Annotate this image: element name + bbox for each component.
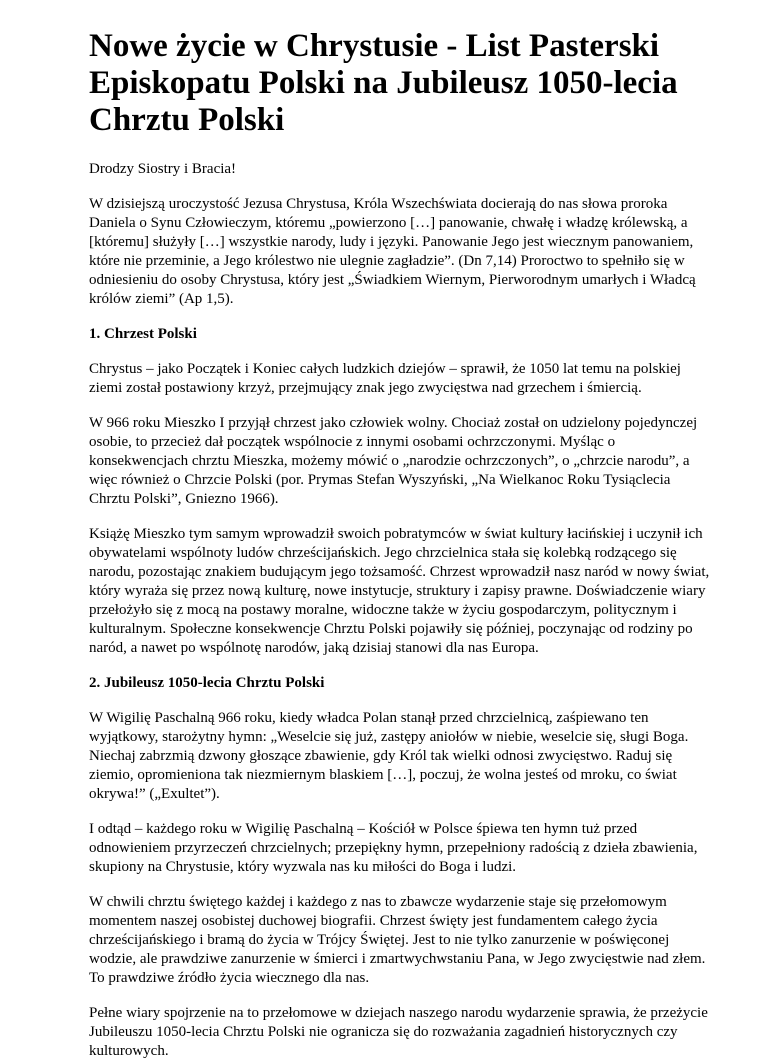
section-heading-1: 1. Chrzest Polski [89,326,197,342]
section-1-paragraph-2: W 966 roku Mieszko I przyjął chrzest jako człowiek wolny. Chociaż został on udzielony pojedynczej osobie, to przecież dał początek wspólnocie z innymi osobami ochrzczonymi. Myśląc o konsekwencjach chrztu Mieszka, możemy mówić o „narodzie ochrzczonych”, o „chrzcie narodu”, a więc również o Chrzcie Polski (por. Prymas Stefan Wyszyński, „Na Wielkanoc Roku Tysiąclecia Chrztu Polski”, Gniezno 1966). [89,415,698,507]
intro-paragraph: W dzisiejszą uroczystość Jezusa Chrystusa, Króla Wszechświata docierają do nas słowa proroka Daniela o Synu Człowieczym, któremu „powierzono […] panowanie, chwałę i władzę królewską, a [któremu] służyły […] wszystkie narody, ludy i języki. Panowanie Jego jest wiecznym panowaniem, które nie przeminie, a Jego królestwo nie ulegnie zagładzie”. (Dn 7,14) Proroctwo to spełniło się w odniesieniu do osoby Chrystusa, który jest „Świadkiem Wiernym, Pierworodnym umarłych i Władcą królów ziemi” (Ap 1,5). [89,196,696,307]
section-heading-2: 2. Jubileusz 1050-lecia Chrztu Polski [89,675,325,691]
section-2-paragraph-1: W Wigilię Paschalną 966 roku, kiedy władca Polan stanął przed chrzcielnicą, zaśpiewano ten wyjątkowy, starożytny hymn: „Weselcie się już, zastępy aniołów w niebie, weselcie się, sługi Boga. Niechaj zabrzmią dzwony głoszące zbawienie, gdy Król tak wielki odnosi zwycięstwo. Raduj się ziemio, opromieniona tak niezmiernym blaskiem […], poczuj, że wolna jesteś od mroku, co świat okrywa!” („Exultet”). [89,710,689,802]
section-2-paragraph-4: Pełne wiary spojrzenie na to przełomowe w dziejach naszego narodu wydarzenie sprawia, że przeżycie Jubileuszu 1050-lecia Chrztu Polski nie ogranicza się do rozważania zagadnień historycznych czy kulturowych. [89,1005,708,1059]
section-1-paragraph-1: Chrystus – jako Początek i Koniec całych ludzkich dziejów – sprawił, że 1050 lat temu na polskiej ziemi został postawiony krzyż, przejmujący znak jego zwycięstwa nad grzechem i śmiercią. [89,361,681,396]
section-1-paragraph-3: Książę Mieszko tym samym wprowadził swoich pobratymców w świat kultury łacińskiej i uczynił ich obywatelami wspólnoty ludów chrześcijańskich. Jego chrzcielnica stała się kolebką rodzącego się narodu, pozostając znakiem budującym jego tożsamość. Chrzest wprowadził nasz naród w nowy świat, który wyraża się przez nową kulturę, nowe instytucje, struktury i zapisy prawne. Doświadczenie wiary przełożyło się z mocą na postawy moralne, widoczne także w życiu gospodarczym, politycznym i kulturalnym. Społeczne konsekwencje Chrztu Polski pojawiły się później, poczynając od rodziny po naród, a nawet po wspólnotę narodów, jaką dzisiaj stanowi dla nas Europa. [89,526,710,656]
section-2-paragraph-2: I odtąd – każdego roku w Wigilię Paschalną – Kościół w Polsce śpiewa ten hymn tuż przed odnowieniem przyrzeczeń chrzcielnych; przepiękny hymn, przepełniony radością z dzieła zbawienia, skupiony na Chrystusie, który wyzwala nas ku miłości do Boga i ludzi. [89,821,698,875]
section-2-paragraph-3: W chwili chrztu świętego każdej i każdego z nas to zbawcze wydarzenie staje się przełomowym momentem naszej osobistej duchowej biografii. Chrzest święty jest fundamentem całego życia chrześcijańskiego i bramą do życia w Trójcy Świętej. Jest to nie tylko zanurzenie w poświęconej wodzie, ale prawdziwe zanurzenie w śmierci i zmartwychwstaniu Pana, w Jego zwycięstwie nad złem. To prawdziwe źródło życia wiecznego dla nas. [89,894,706,986]
greeting: Drodzy Siostry i Bracia! [89,161,237,177]
document-title: Nowe życie w Chrystusie - List Pasterski Episkopatu Polski na Jubileusz 1050-lecia Chrztu Polski [89,28,678,138]
